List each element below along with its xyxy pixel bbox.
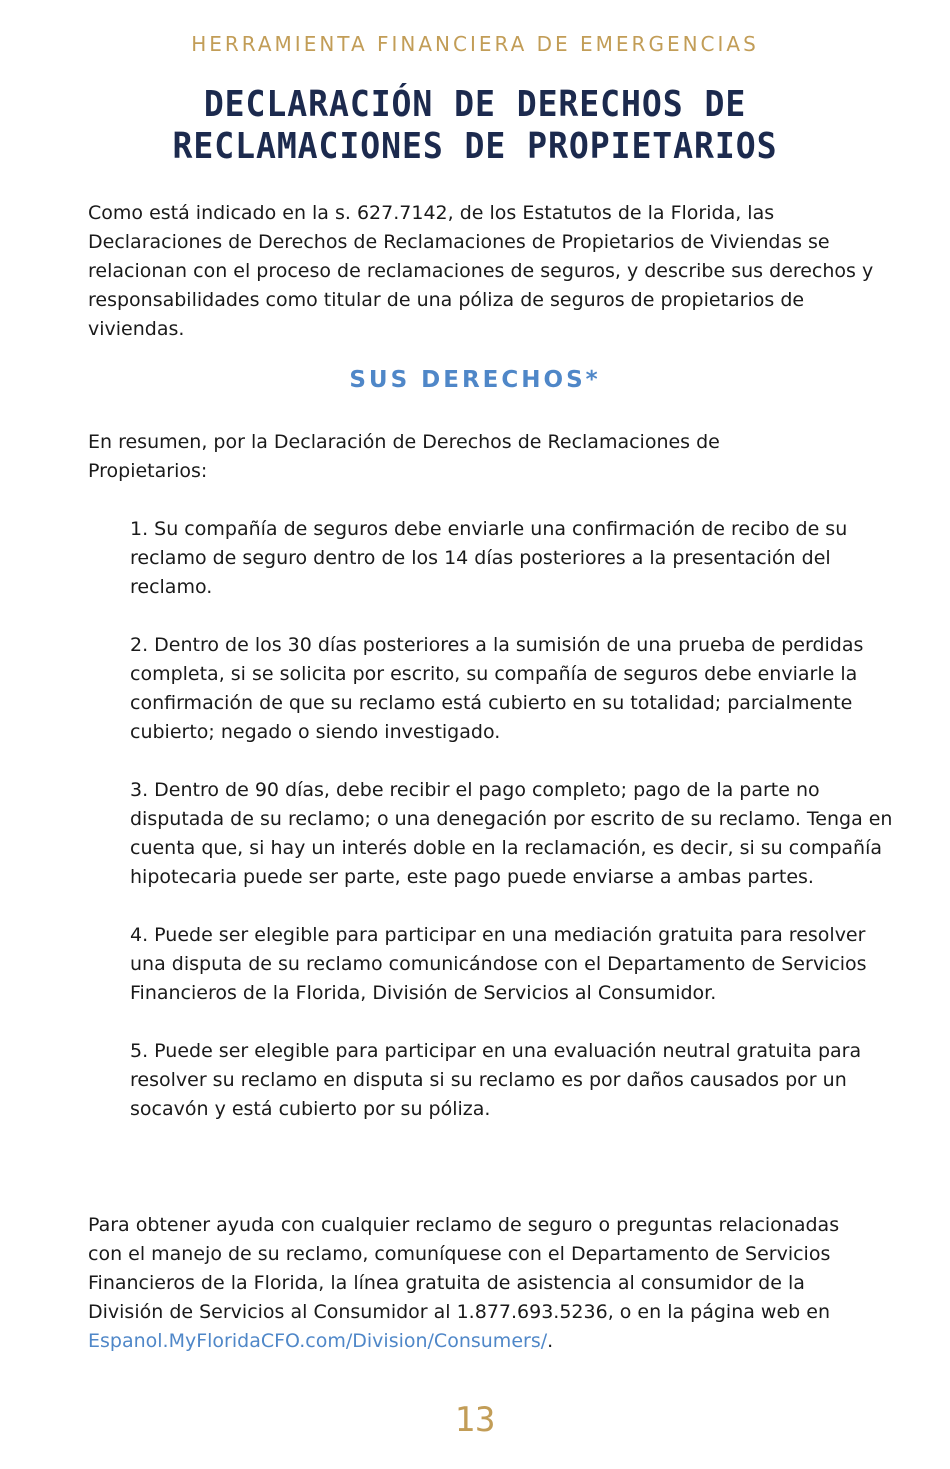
rights-list (130, 515, 900, 1153)
section-heading: SUS DERECHOS* (349, 367, 601, 393)
summary-paragraph: En resumen, por la Declaración de Derechos de Reclamaciones de Propietarios: (88, 431, 720, 482)
page-title (38, 84, 912, 168)
closing-paragraph (88, 1211, 878, 1356)
right-item-5: 5. Puede ser elegible para participar en una evaluación neutral gratuita para resolver su reclamo en disputa si su reclamo es por daños causados por un socavón y está cubierto por su póliza. (130, 1040, 862, 1120)
right-item-1: 1. Su compañía de seguros debe enviarle una confirmación de recibo de su reclamo de seguro dentro de los 14 días posteriores a la presentación del reclamo. (130, 518, 848, 598)
page-title-line-2: RECLAMACIONES DE PROPIETARIOS (172, 126, 778, 167)
page-title-line-1: DECLARACIÓN DE DERECHOS DE (203, 84, 747, 125)
closing-text: Para obtener ayuda con cualquier reclamo de seguro o preguntas relacionadas con el manejo de su reclamo, comuníquese con el Departamento de Servicios Financieros de la Florida, la línea gratuita de asistencia al consumidor de la División de Servicios al Consumidor al 1.877.693.5236, o en la página web en (88, 1214, 840, 1323)
right-item-2: 2. Dentro de los 30 días posteriores a la sumisión de una prueba de perdidas completa, si se solicita por escrito, su compañía de seguros debe enviarle la confirmación de que su reclamo está cubierto en su totalidad; parcialmente cubierto; negado o siendo investigado. (130, 634, 864, 743)
consumer-services-link[interactable]: Espanol.MyFloridaCFO.com/Division/Consumers/ (88, 1330, 548, 1352)
closing-end: . (547, 1330, 554, 1352)
page-number: 13 (454, 1400, 496, 1440)
right-item-4: 4. Puede ser elegible para participar en una mediación gratuita para resolver una disputa de su reclamo comunicándose con el Departamento de Servicios Financieros de la Florida, División de Servicios al Consumidor. (130, 924, 867, 1004)
intro-paragraph: Como está indicado en la s. 627.7142, de los Estatutos de la Florida, las Declaraciones de Derechos de Reclamaciones de Propietarios de Viviendas se relacionan con el proceso de reclamaciones de seguros, y describe sus derechos y responsabilidades como titular de una póliza de seguros de propietarios de viviendas. (88, 202, 874, 340)
right-item-3: 3. Dentro de 90 días, debe recibir el pago completo; pago de la parte no disputada de su reclamo; o una denegación por escrito de su reclamo. Tenga en cuenta que, si hay un interés doble en la reclamación, es decir, si su compañía hipotecaria puede ser parte, este pago puede enviarse a ambas partes. (130, 779, 893, 888)
document-kicker: HERRAMIENTA FINANCIERA DE EMERGENCIAS (191, 32, 759, 56)
